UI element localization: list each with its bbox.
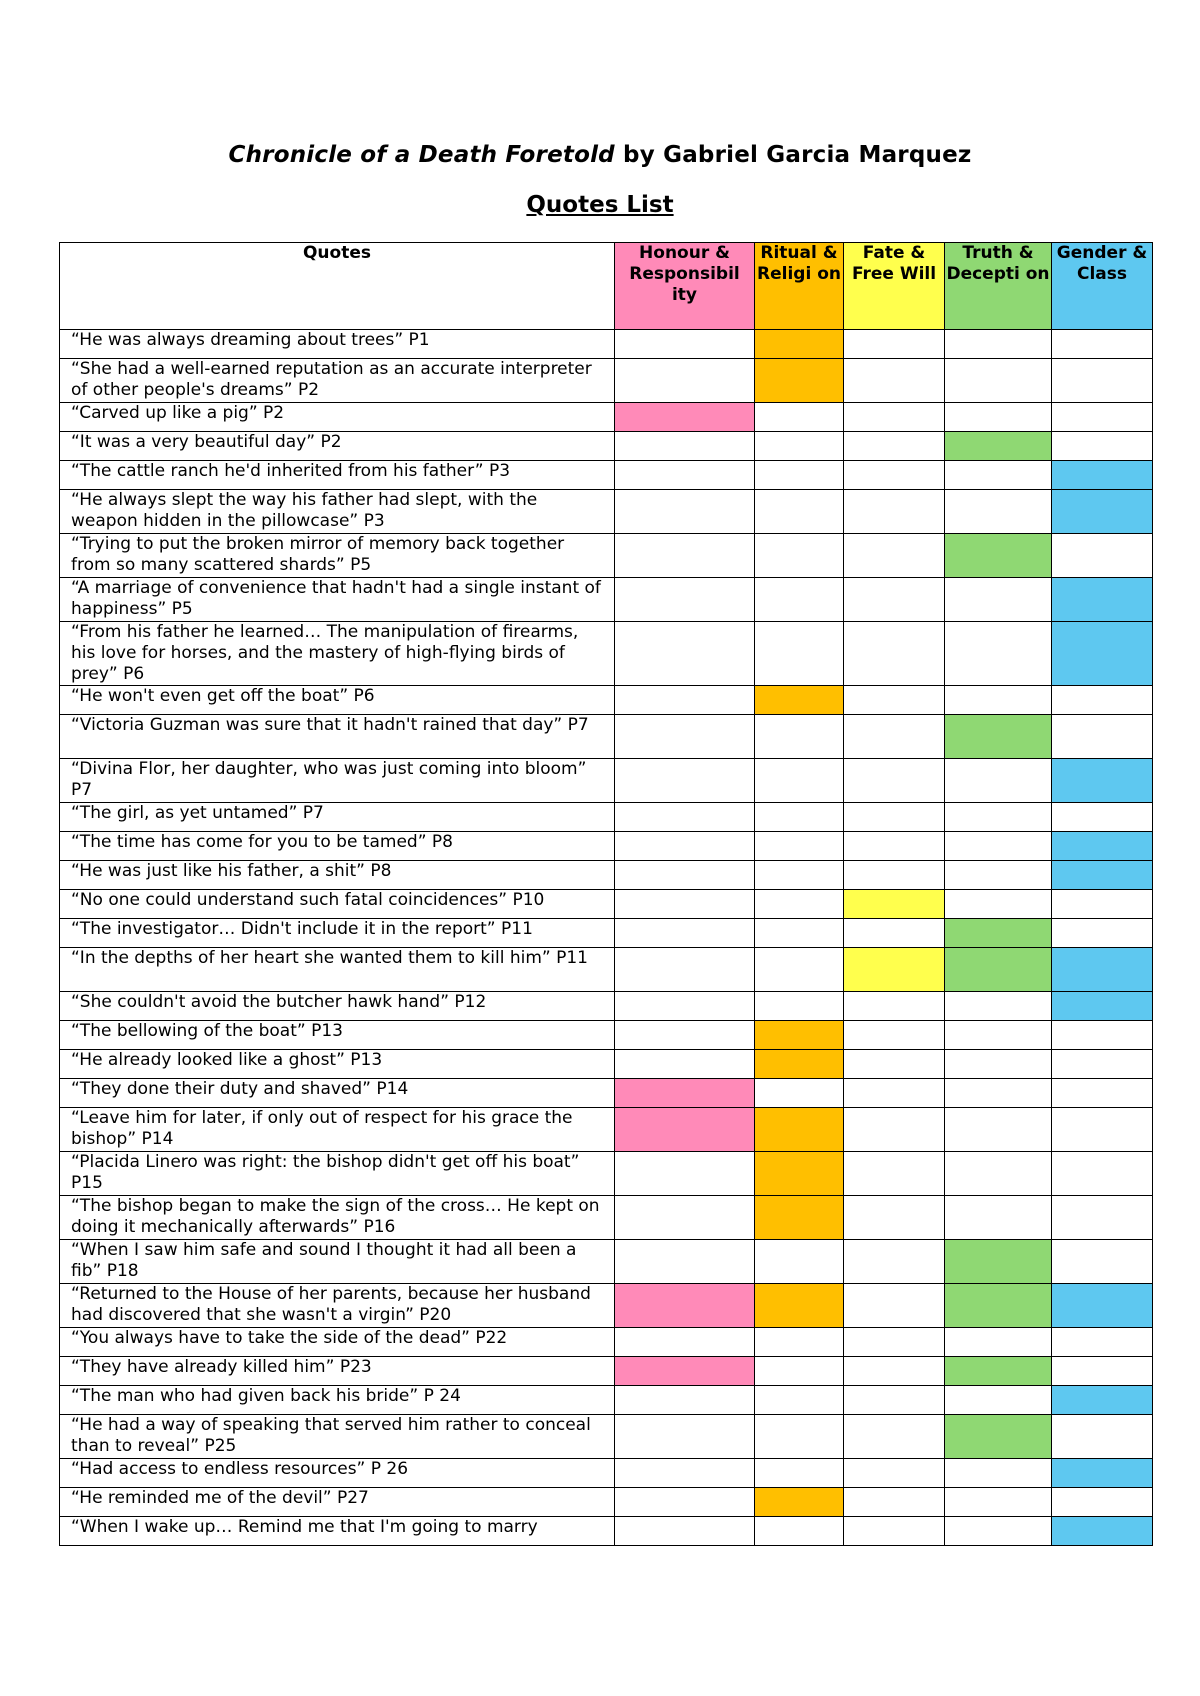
theme-cell-td [945,832,1052,861]
theme-cell-td [945,1152,1052,1196]
theme-cell-gc [1052,890,1153,919]
theme-cell-rr [755,919,844,948]
table-row [60,992,1153,1021]
header-quotes: Quotes [60,243,615,330]
theme-cell-td [945,1328,1052,1357]
theme-cell-rr [755,330,844,359]
theme-cell-rr [755,403,844,432]
quotes-table [59,242,1153,1546]
table-row [60,759,1153,803]
theme-cell-td [945,1357,1052,1386]
theme-cell-rr [755,359,844,403]
theme-cell-fw [844,1152,945,1196]
table-row [60,578,1153,622]
theme-cell-gc [1052,759,1153,803]
theme-cell-hr [615,1108,755,1152]
theme-cell-hr [615,832,755,861]
theme-cell-td [945,1386,1052,1415]
theme-cell-fw [844,1196,945,1240]
theme-cell-rr [755,432,844,461]
theme-cell-gc [1052,1357,1153,1386]
theme-cell-gc [1052,1488,1153,1517]
theme-cell-gc [1052,1196,1153,1240]
header-truth-deception: Truth & Decepti on [945,243,1052,330]
theme-cell-rr [755,1152,844,1196]
theme-cell-fw [844,919,945,948]
theme-cell-gc [1052,1459,1153,1488]
theme-cell-gc [1052,403,1153,432]
theme-cell-hr [615,890,755,919]
table-row [60,715,1153,759]
theme-cell-fw [844,992,945,1021]
theme-cell-gc [1052,622,1153,686]
theme-cell-hr [615,490,755,534]
theme-cell-rr [755,759,844,803]
quote-cell: “Divina Flor, her daughter, who was just coming into bloom” P7 [60,759,615,803]
quote-cell: “They have already killed him” P23 [60,1357,615,1386]
theme-cell-td [945,759,1052,803]
theme-cell-fw [844,359,945,403]
theme-cell-rr [755,1021,844,1050]
theme-cell-td [945,359,1052,403]
table-row [60,1050,1153,1079]
theme-cell-hr [615,1517,755,1546]
theme-cell-gc [1052,1517,1153,1546]
table-row [60,1196,1153,1240]
theme-cell-hr [615,1021,755,1050]
theme-cell-td [945,890,1052,919]
quote-cell: “They done their duty and shaved” P14 [60,1079,615,1108]
quote-cell: “The girl, as yet untamed” P7 [60,803,615,832]
theme-cell-td [945,1021,1052,1050]
quote-cell: “Leave him for later, if only out of respect for his grace the bishop” P14 [60,1108,615,1152]
table-row [60,1488,1153,1517]
theme-cell-hr [615,461,755,490]
quote-cell: “He already looked like a ghost” P13 [60,1050,615,1079]
theme-cell-hr [615,1240,755,1284]
table-row [60,832,1153,861]
theme-cell-gc [1052,359,1153,403]
theme-cell-gc [1052,803,1153,832]
theme-cell-td [945,861,1052,890]
quote-cell: “He won't even get off the boat” P6 [60,686,615,715]
theme-cell-td [945,461,1052,490]
theme-cell-hr [615,803,755,832]
theme-cell-td [945,490,1052,534]
table-row [60,359,1153,403]
theme-cell-fw [844,403,945,432]
theme-cell-fw [844,330,945,359]
theme-cell-hr [615,759,755,803]
theme-cell-fw [844,715,945,759]
theme-cell-td [945,1108,1052,1152]
theme-cell-gc [1052,1050,1153,1079]
theme-cell-rr [755,861,844,890]
theme-cell-gc [1052,832,1153,861]
table-row [60,461,1153,490]
theme-cell-hr [615,1328,755,1357]
theme-cell-hr [615,534,755,578]
theme-cell-td [945,1240,1052,1284]
table-row [60,919,1153,948]
table-row [60,1328,1153,1357]
book-title: Chronicle of a Death Foretold [228,142,615,168]
theme-cell-hr [615,1050,755,1079]
theme-cell-fw [844,1284,945,1328]
theme-cell-fw [844,1021,945,1050]
theme-cell-hr [615,992,755,1021]
document-subtitle: Quotes List [526,192,674,218]
header-row [60,243,1153,330]
theme-cell-rr [755,832,844,861]
theme-cell-fw [844,490,945,534]
theme-cell-rr [755,1050,844,1079]
theme-cell-hr [615,1357,755,1386]
theme-cell-rr [755,1079,844,1108]
quote-cell: “He reminded me of the devil” P27 [60,1488,615,1517]
theme-cell-rr [755,992,844,1021]
theme-cell-gc [1052,1415,1153,1459]
theme-cell-fw [844,1415,945,1459]
author-line: by Gabriel Garcia Marquez [614,142,972,168]
theme-cell-rr [755,490,844,534]
theme-cell-fw [844,759,945,803]
theme-cell-td [945,432,1052,461]
theme-cell-hr [615,948,755,992]
theme-cell-fw [844,948,945,992]
quote-cell: “A marriage of convenience that hadn't had a single instant of happiness” P5 [60,578,615,622]
theme-cell-hr [615,403,755,432]
quote-cell: “She couldn't avoid the butcher hawk hand” P12 [60,992,615,1021]
theme-cell-rr [755,1488,844,1517]
theme-cell-hr [615,330,755,359]
document-title [0,142,1200,168]
theme-cell-rr [755,890,844,919]
theme-cell-hr [615,432,755,461]
theme-cell-fw [844,622,945,686]
theme-cell-td [945,1050,1052,1079]
theme-cell-fw [844,1488,945,1517]
header-gender-class: Gender & Class [1052,243,1153,330]
quote-cell: “He always slept the way his father had slept, with the weapon hidden in the pillowcase” P3 [60,490,615,534]
theme-cell-rr [755,1459,844,1488]
table-row [60,622,1153,686]
quote-cell: “Trying to put the broken mirror of memory back together from so many scattered shards” P5 [60,534,615,578]
quote-cell: “He was always dreaming about trees” P1 [60,330,615,359]
theme-cell-fw [844,686,945,715]
theme-cell-fw [844,1459,945,1488]
theme-cell-gc [1052,686,1153,715]
theme-cell-hr [615,715,755,759]
theme-cell-fw [844,1050,945,1079]
table-row [60,1240,1153,1284]
table-row [60,490,1153,534]
table-row [60,534,1153,578]
theme-cell-gc [1052,490,1153,534]
theme-cell-rr [755,715,844,759]
theme-cell-gc [1052,715,1153,759]
theme-cell-td [945,534,1052,578]
theme-cell-fw [844,461,945,490]
theme-cell-fw [844,1328,945,1357]
theme-cell-fw [844,1079,945,1108]
theme-cell-hr [615,1488,755,1517]
quote-cell: “Returned to the House of her parents, because her husband had discovered that she wasn't a virgin” P20 [60,1284,615,1328]
theme-cell-gc [1052,948,1153,992]
table-row [60,1357,1153,1386]
header-fate-free-will: Fate & Free Will [844,243,945,330]
theme-cell-fw [844,432,945,461]
quote-cell: “She had a well-earned reputation as an accurate interpreter of other people's dreams” P2 [60,359,615,403]
theme-cell-gc [1052,1079,1153,1108]
theme-cell-rr [755,1357,844,1386]
theme-cell-hr [615,686,755,715]
theme-cell-td [945,330,1052,359]
table-row [60,1415,1153,1459]
theme-cell-rr [755,1284,844,1328]
theme-cell-rr [755,1517,844,1546]
theme-cell-rr [755,1328,844,1357]
theme-cell-fw [844,1357,945,1386]
quote-cell: “In the depths of her heart she wanted them to kill him” P11 [60,948,615,992]
theme-cell-gc [1052,330,1153,359]
theme-cell-hr [615,1196,755,1240]
theme-cell-td [945,686,1052,715]
theme-cell-gc [1052,919,1153,948]
theme-cell-td [945,622,1052,686]
theme-cell-td [945,1415,1052,1459]
table-row [60,1108,1153,1152]
theme-cell-td [945,992,1052,1021]
quote-cell: “He had a way of speaking that served him rather to conceal than to reveal” P25 [60,1415,615,1459]
quote-cell: “No one could understand such fatal coincidences” P10 [60,890,615,919]
theme-cell-td [945,578,1052,622]
theme-cell-hr [615,1386,755,1415]
table-row [60,330,1153,359]
theme-cell-gc [1052,1152,1153,1196]
theme-cell-fw [844,832,945,861]
theme-cell-td [945,1488,1052,1517]
quote-cell: “The bellowing of the boat” P13 [60,1021,615,1050]
theme-cell-fw [844,1108,945,1152]
theme-cell-td [945,715,1052,759]
table-row [60,1386,1153,1415]
theme-cell-gc [1052,578,1153,622]
theme-cell-hr [615,1284,755,1328]
theme-cell-rr [755,461,844,490]
quote-cell: “Placida Linero was right: the bishop didn't get off his boat” P15 [60,1152,615,1196]
quote-cell: “Victoria Guzman was sure that it hadn't rained that day” P7 [60,715,615,759]
theme-cell-gc [1052,992,1153,1021]
quote-cell: “From his father he learned… The manipulation of firearms, his love for horses, and the mastery of high-flying birds of prey” P6 [60,622,615,686]
quote-cell: “When I wake up… Remind me that I'm going to marry [60,1517,615,1546]
theme-cell-rr [755,686,844,715]
table-row [60,1459,1153,1488]
theme-cell-rr [755,1196,844,1240]
table-row [60,861,1153,890]
theme-cell-rr [755,1240,844,1284]
table-row [60,948,1153,992]
table-row [60,1284,1153,1328]
table-row [60,1517,1153,1546]
quote-cell: “The man who had given back his bride” P 24 [60,1386,615,1415]
theme-cell-rr [755,1415,844,1459]
theme-cell-fw [844,1386,945,1415]
theme-cell-hr [615,861,755,890]
theme-cell-hr [615,919,755,948]
theme-cell-gc [1052,461,1153,490]
quote-cell: “It was a very beautiful day” P2 [60,432,615,461]
quote-cell: “You always have to take the side of the dead” P22 [60,1328,615,1357]
table-row [60,686,1153,715]
theme-cell-gc [1052,1240,1153,1284]
theme-cell-rr [755,1386,844,1415]
theme-cell-rr [755,948,844,992]
theme-cell-td [945,1196,1052,1240]
theme-cell-td [945,803,1052,832]
theme-cell-fw [844,534,945,578]
theme-cell-gc [1052,861,1153,890]
theme-cell-hr [615,622,755,686]
theme-cell-hr [615,578,755,622]
theme-cell-fw [844,578,945,622]
table-row [60,403,1153,432]
theme-cell-gc [1052,1284,1153,1328]
theme-cell-td [945,919,1052,948]
table-row [60,1079,1153,1108]
theme-cell-fw [844,1240,945,1284]
quote-cell: “The investigator… Didn't include it in the report” P11 [60,919,615,948]
theme-cell-gc [1052,1328,1153,1357]
theme-cell-td [945,1459,1052,1488]
quote-cell: “He was just like his father, a shit” P8 [60,861,615,890]
table-row [60,890,1153,919]
theme-cell-td [945,948,1052,992]
theme-cell-gc [1052,1386,1153,1415]
theme-cell-gc [1052,432,1153,461]
theme-cell-td [945,403,1052,432]
theme-cell-hr [615,359,755,403]
theme-cell-td [945,1284,1052,1328]
table-row [60,1021,1153,1050]
quote-cell: “Had access to endless resources” P 26 [60,1459,615,1488]
table-row [60,803,1153,832]
theme-cell-gc [1052,1021,1153,1050]
table-row [60,1152,1153,1196]
header-ritual-religion: Ritual & Religi on [755,243,844,330]
quote-cell: “The cattle ranch he'd inherited from his father” P3 [60,461,615,490]
theme-cell-rr [755,803,844,832]
theme-cell-rr [755,622,844,686]
theme-cell-td [945,1517,1052,1546]
theme-cell-fw [844,1517,945,1546]
theme-cell-rr [755,1108,844,1152]
header-honour-responsibility: Honour & Responsibil ity [615,243,755,330]
quote-cell: “The bishop began to make the sign of the cross… He kept on doing it mechanically afterwards” P16 [60,1196,615,1240]
quote-cell: “The time has come for you to be tamed” P8 [60,832,615,861]
quote-cell: “When I saw him safe and sound I thought it had all been a fib” P18 [60,1240,615,1284]
theme-cell-rr [755,534,844,578]
quote-cell: “Carved up like a pig” P2 [60,403,615,432]
theme-cell-fw [844,890,945,919]
table-row [60,432,1153,461]
theme-cell-fw [844,861,945,890]
theme-cell-hr [615,1459,755,1488]
theme-cell-gc [1052,534,1153,578]
theme-cell-td [945,1079,1052,1108]
theme-cell-hr [615,1415,755,1459]
theme-cell-gc [1052,1108,1153,1152]
theme-cell-rr [755,578,844,622]
theme-cell-fw [844,803,945,832]
theme-cell-hr [615,1152,755,1196]
theme-cell-hr [615,1079,755,1108]
